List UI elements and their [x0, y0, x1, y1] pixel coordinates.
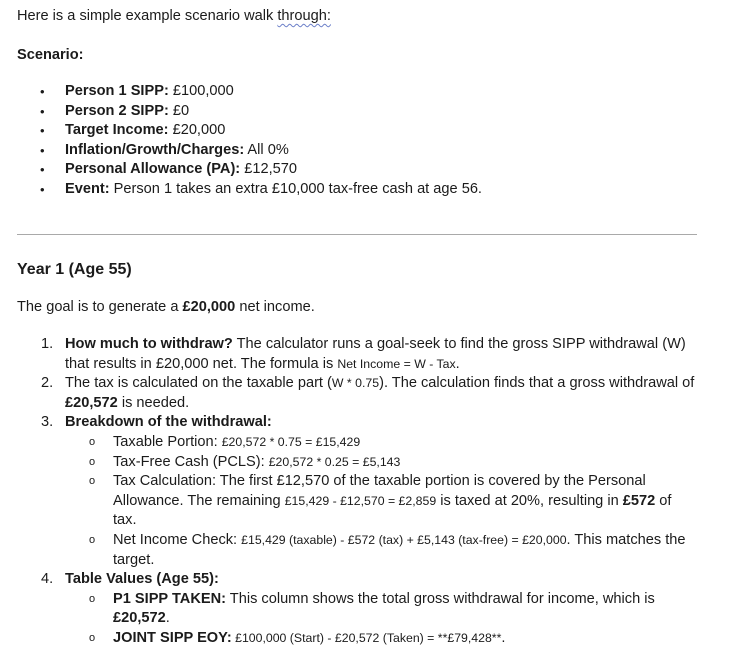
scenario-item-label: Personal Allowance (PA):	[65, 161, 241, 178]
formula: £20,572 * 0.75 = £15,429	[221, 434, 361, 449]
scenario-item-value: All 0%	[244, 141, 289, 158]
formula: W * 0.75	[331, 376, 380, 391]
step-text: The tax is calculated on the taxable part (	[65, 375, 332, 392]
step-text-end: .	[455, 355, 460, 372]
scenario-item-label: Event:	[65, 180, 110, 197]
tax-amount: £572	[622, 492, 656, 509]
sub-item-label: Tax-Free Cash (PCLS):	[113, 453, 269, 470]
steps-list	[0, 335, 741, 649]
sub-item-text: Tax Calculation: The first £12,570 of the taxable portion is covered by the Personal Allowance. The remaining	[113, 473, 646, 509]
step-number: 3.	[41, 414, 54, 431]
sub-item-text: This column shows the total gross withdrawal for income, which is	[226, 590, 655, 607]
hollow-bullet-icon: o	[89, 533, 96, 546]
goal-text-end: net income.	[235, 299, 315, 315]
step-title: Breakdown of the withdrawal:	[65, 414, 272, 431]
scenario-item	[0, 82, 482, 102]
scenario-item-value: £0	[168, 102, 190, 119]
sub-item-taxable-portion	[0, 433, 741, 453]
scenario-item-label: Inflation/Growth/Charges:	[65, 141, 245, 158]
scenario-item-value: £12,570	[240, 161, 297, 178]
step-amount: £20,572	[65, 394, 118, 411]
formula: £100,000 (Start) - £20,572 (Taken) = **£79,428**	[231, 630, 502, 645]
sub-item-joint-sipp-eoy	[0, 629, 741, 649]
hollow-bullet-icon: o	[89, 631, 96, 644]
horizontal-divider	[17, 234, 697, 235]
sub-item-net-income-check	[0, 531, 741, 570]
scenario-item-value: Person 1 takes an extra £10,000 tax-free cash at age 56.	[109, 180, 482, 197]
withdrawal-amount: £20,572	[113, 610, 166, 627]
step-4	[0, 570, 741, 590]
scenario-heading: Scenario:	[17, 47, 84, 63]
step-title: Table Values (Age 55):	[65, 571, 219, 588]
scenario-list	[0, 82, 482, 200]
sub-item-label: Net Income Check:	[113, 531, 242, 548]
step-text-end: is needed.	[117, 394, 190, 411]
formula: £15,429 (taxable) - £572 (tax) + £5,143 (tax-free) = £20,000	[241, 532, 567, 547]
step-number: 1.	[41, 336, 54, 352]
sub-item-tax-free-cash	[0, 453, 741, 473]
goal-paragraph	[17, 297, 315, 317]
hollow-bullet-icon: o	[89, 435, 96, 448]
hollow-bullet-icon: o	[89, 592, 96, 605]
goal-text: The goal is to generate a	[17, 299, 183, 315]
step-3	[0, 413, 741, 433]
scenario-item	[0, 160, 482, 180]
scenario-item-value: £100,000	[168, 83, 234, 99]
intro-text: Here is a simple example scenario walk	[17, 8, 278, 24]
step-text: ). The calculation finds that a gross withdrawal of	[379, 375, 695, 392]
sub-item-text-end: .	[501, 629, 506, 646]
step-text: The calculator runs a goal-seek to find the gross SIPP withdrawal (W) that results in £20,000 net. The formula is	[65, 336, 686, 372]
formula: Net Income = W - Tax	[337, 356, 456, 371]
sub-item-tax-calculation	[0, 472, 741, 531]
sub-item-p1-sipp-taken	[0, 590, 741, 629]
step-number: 2.	[41, 375, 54, 392]
scenario-item	[0, 121, 482, 141]
scenario-item	[0, 102, 482, 122]
sub-item-text: is taxed at 20%, resulting in	[436, 492, 623, 509]
scenario-item-label: Person 1 SIPP:	[65, 83, 169, 99]
sub-item-label: Taxable Portion:	[113, 433, 222, 450]
hollow-bullet-icon: o	[89, 455, 96, 468]
scenario-item-label: Person 2 SIPP:	[65, 102, 169, 119]
scenario-item	[0, 141, 482, 161]
spellcheck-flagged-word[interactable]: through:	[277, 8, 331, 24]
goal-amount: £20,000	[182, 299, 236, 315]
sub-item-label: P1 SIPP TAKEN:	[113, 590, 226, 607]
sub-item-label: JOINT SIPP EOY:	[113, 629, 232, 646]
hollow-bullet-icon: o	[89, 475, 96, 488]
scenario-item-label: Target Income:	[65, 122, 169, 139]
sub-item-text-end: .	[165, 610, 170, 627]
step-title: How much to withdraw?	[65, 336, 233, 352]
scenario-item	[0, 180, 482, 200]
sub-item-text: . This matches the target.	[113, 531, 686, 568]
formula: £20,572 * 0.25 = £5,143	[268, 454, 401, 469]
year-1-heading: Year 1 (Age 55)	[17, 261, 132, 278]
step-number: 4.	[41, 571, 54, 588]
formula: £15,429 - £12,570 = £2,859	[284, 493, 437, 508]
intro-line	[17, 6, 331, 26]
step-2	[0, 374, 741, 413]
step-1	[0, 335, 741, 374]
sub-item-text-end: of tax.	[113, 492, 672, 529]
scenario-item-value: £20,000	[168, 122, 226, 139]
